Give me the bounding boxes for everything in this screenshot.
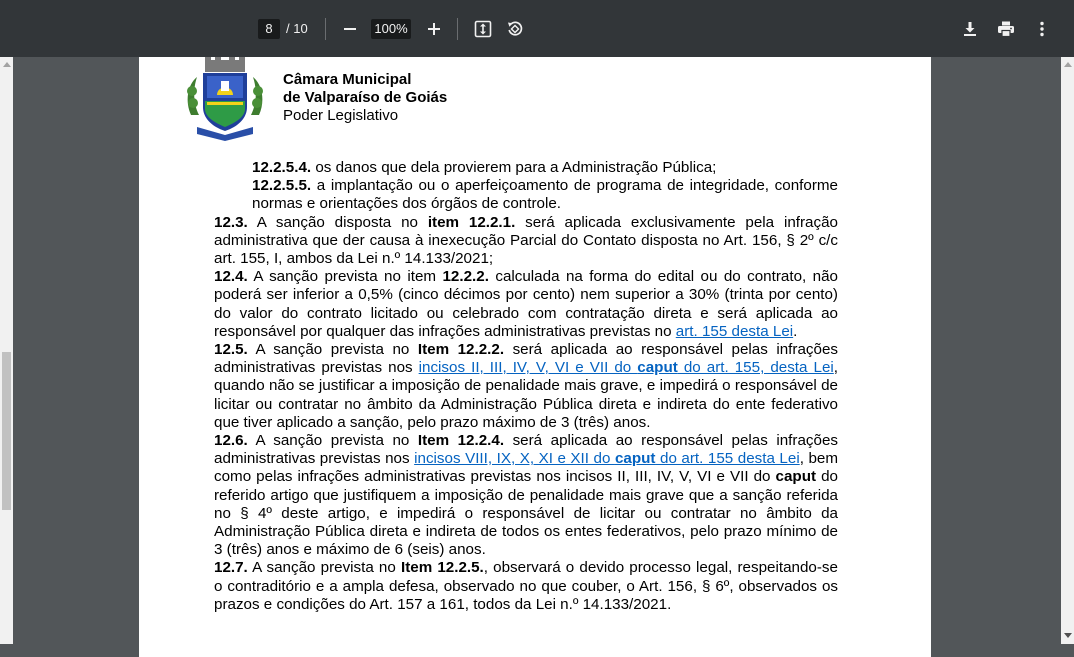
clause-reference: Item 12.2.5. bbox=[400, 559, 484, 577]
institution-header bbox=[283, 71, 447, 125]
clause-text: , quando não se justificar a imposição de penalidade mais grave, e impedirá o responsável de licitar ou contratar no âmbito da Administração Pública direta e indireta do ente federativo que tiver aplicado a sanção, pelo prazo máximo de 3 (três) anos. bbox=[214, 359, 839, 431]
toolbar-divider bbox=[325, 18, 326, 40]
law-link-caput[interactable]: caput bbox=[614, 450, 656, 468]
clause-text: será aplicada ao responsável pelas infrações administrativas previstas nos bbox=[214, 341, 838, 377]
clause-text: A sanção prevista no bbox=[247, 559, 401, 577]
more-vert-icon bbox=[1039, 21, 1045, 37]
clause-text: será aplicada ao responsável pelas infrações administrativas previstas nos bbox=[214, 432, 838, 468]
clause-12-2-5-5 bbox=[214, 177, 838, 213]
clause-number: 12.5. bbox=[214, 341, 248, 359]
zoom-in-button[interactable] bbox=[422, 17, 446, 41]
clause-reference: caput bbox=[775, 468, 817, 486]
clause-number: 12.6. bbox=[214, 432, 248, 450]
law-link[interactable] bbox=[414, 450, 800, 467]
clause-text: A sanção prevista no item bbox=[247, 268, 443, 286]
toolbar-divider bbox=[457, 18, 458, 40]
clause-text: A sanção disposta no bbox=[247, 213, 428, 231]
clause-text: A sanção prevista no bbox=[247, 341, 418, 359]
print-icon bbox=[997, 20, 1015, 38]
fit-page-button[interactable] bbox=[471, 17, 495, 41]
pdf-page bbox=[139, 57, 931, 657]
document-body bbox=[214, 159, 838, 614]
clause-12-4 bbox=[214, 268, 838, 341]
clause-text: . bbox=[793, 322, 798, 340]
print-button[interactable] bbox=[994, 17, 1018, 41]
clause-number: 12.4. bbox=[214, 268, 248, 286]
clause-number: 12.2.5.5. bbox=[252, 177, 312, 195]
clause-text: do referido artigo que justifiquem a imposição de penalidade mais grave que a sanção referida no § 4º deste artigo, e impedirá o responsável de licitar ou contratar no âmbito da Administração Pública direta e indireta de todos os entes federativos, pelo prazo mínimo de 3 (três) anos e máximo de 6 (seis) anos. bbox=[214, 468, 838, 559]
more-options-button[interactable] bbox=[1030, 17, 1054, 41]
header-line-3: Poder Legislativo bbox=[283, 107, 399, 124]
download-button[interactable] bbox=[958, 17, 982, 41]
clause-text: calculada na forma do edital ou do contrato, não poderá ser inferior a 0,5% (cinco décimos por cento) nem superior a 30% (trinta por cento) do valor do contrato licitado ou celebrado com contratação direta e será aplicada ao responsável por qualquer das infrações administrativas previstas no bbox=[214, 268, 838, 340]
zoom-out-button[interactable] bbox=[338, 17, 362, 41]
scroll-up-arrow-icon[interactable] bbox=[3, 62, 11, 67]
header-line-2: de Valparaíso de Goiás bbox=[283, 89, 448, 106]
clause-reference: Item 12.2.4. bbox=[417, 432, 505, 450]
download-icon bbox=[962, 21, 978, 37]
left-scrollbar-thumb[interactable] bbox=[2, 352, 11, 510]
pdf-toolbar bbox=[0, 0, 1074, 57]
clause-number: 12.7. bbox=[214, 559, 248, 577]
clause-number: 12.3. bbox=[214, 213, 248, 231]
clause-text: a implantação ou o aperfeiçoamento de programa de integridade, conforme normas e orientações dos órgãos de controle. bbox=[252, 177, 838, 213]
clause-12-5 bbox=[214, 341, 838, 432]
clause-reference: item 12.2.1. bbox=[427, 213, 516, 231]
scroll-down-arrow-icon[interactable] bbox=[1064, 633, 1072, 638]
header-line-1: Câmara Municipal bbox=[283, 71, 412, 88]
zoom-input[interactable]: 100% bbox=[371, 19, 411, 39]
clause-number: 12.2.5.4. bbox=[252, 159, 312, 176]
law-link-text[interactable]: incisos II, III, IV, V, VI e VII do bbox=[418, 359, 638, 377]
law-link-text[interactable]: do art. 155, desta Lei bbox=[677, 359, 834, 377]
page-total: / 10 bbox=[286, 21, 308, 36]
clause-text: A sanção prevista no bbox=[247, 432, 418, 450]
scroll-up-arrow-icon[interactable] bbox=[1064, 62, 1072, 67]
law-link-text[interactable]: do art. 155 desta Lei bbox=[655, 450, 800, 468]
clause-text: , observará o devido processo legal, respeitando-se o contraditório e a ampla defesa, observado no que couber, o Art. 156, § 6º, observados os prazos e condições do Art. 157 a 161, todos da Lei n.º 14.133/2021. bbox=[214, 559, 838, 613]
law-link-text[interactable]: incisos VIII, IX, X, XI e XII do bbox=[414, 450, 615, 468]
law-link[interactable] bbox=[419, 359, 834, 376]
page-number-input[interactable]: 8 bbox=[258, 19, 280, 39]
clause-12-3 bbox=[214, 214, 838, 269]
clause-reference: 12.2.2. bbox=[442, 268, 489, 286]
clause-text: será aplicada exclusivamente pela infração administrativa que der causa à inexecução Parcial do Contato disposta no Art. 156, § 2º c/c art. 155, I, ambos da Lei n.º 14.133/2021; bbox=[214, 213, 838, 268]
clause-text: os danos que dela provierem para a Administração Pública; bbox=[311, 159, 717, 176]
law-link[interactable]: art. 155 desta Lei bbox=[675, 322, 794, 340]
rotate-icon bbox=[506, 20, 524, 38]
law-link-caput[interactable]: caput bbox=[637, 359, 678, 377]
clause-12-6 bbox=[214, 432, 838, 559]
clause-12-2-5-4 bbox=[214, 159, 838, 177]
rotate-button[interactable] bbox=[503, 17, 527, 41]
clause-12-7 bbox=[214, 559, 838, 614]
municipal-crest-logo bbox=[183, 57, 267, 141]
left-scrollbar[interactable] bbox=[0, 57, 13, 644]
clause-reference: Item 12.2.2. bbox=[417, 341, 505, 359]
plus-icon bbox=[427, 22, 441, 36]
minus-icon bbox=[343, 22, 357, 36]
clause-text: , bem como pelas infrações administrativas previstas nos incisos II, III, IV, V, VI e VII do bbox=[214, 450, 838, 486]
fit-page-icon bbox=[474, 20, 492, 38]
right-scrollbar[interactable] bbox=[1061, 57, 1074, 644]
